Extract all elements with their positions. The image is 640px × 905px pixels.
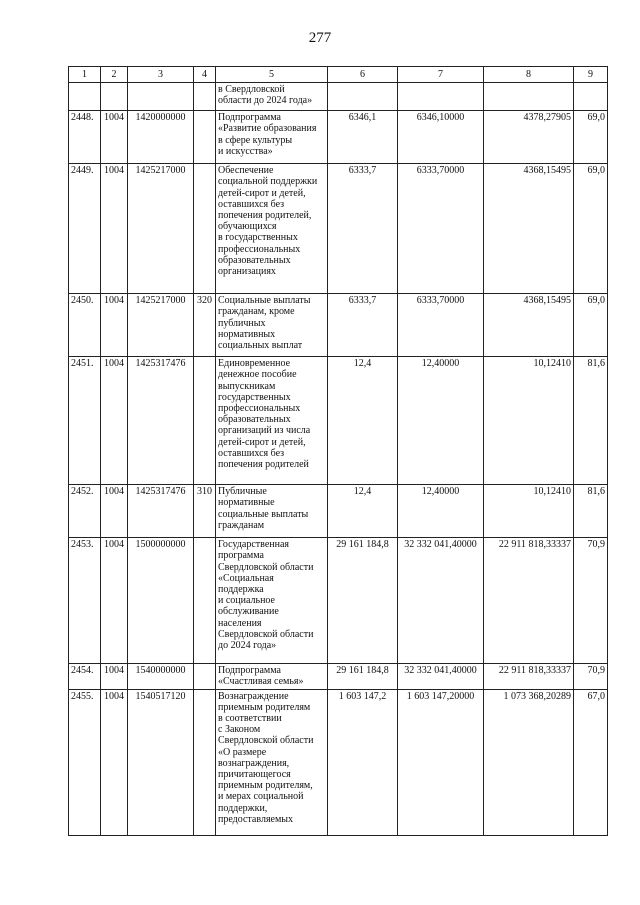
cell-col-7 xyxy=(398,689,484,835)
cell-text: 81,6 xyxy=(587,358,605,370)
cell-text: 2453. xyxy=(71,539,94,551)
cell-col-6 xyxy=(328,164,398,294)
cell-col-3 xyxy=(128,294,194,357)
column-header-3: 3 xyxy=(128,67,194,83)
cell-text: Вознаграждение приемным родителям в соответствии с Законом Свердловской области «О размере вознаграждения, причитающегося приемным родителям, и мерах социальной поддержки, предоставляемых xyxy=(218,690,314,825)
cell-text: 2449. xyxy=(71,165,94,177)
cell-text: Подпрограмма «Развитие образования в сфере культуры и искусства» xyxy=(218,112,317,157)
cell-col-2 xyxy=(101,83,128,111)
cell-text: 69,0 xyxy=(587,295,605,307)
cell-text: 1004 xyxy=(104,165,124,177)
cell-text: 6346,10000 xyxy=(416,112,465,124)
budget-table xyxy=(68,66,608,836)
cell-col-9 xyxy=(574,664,608,689)
cell-col-5 xyxy=(216,111,328,164)
cell-col-2 xyxy=(101,689,128,835)
cell-text: 6333,70000 xyxy=(416,165,465,177)
table-row xyxy=(69,538,608,664)
cell-col-6 xyxy=(328,538,398,664)
cell-col-4 xyxy=(194,538,216,664)
cell-col-2 xyxy=(101,111,128,164)
column-header-7: 7 xyxy=(398,67,484,83)
cell-text: 1004 xyxy=(104,665,124,677)
cell-col-9 xyxy=(574,111,608,164)
cell-text: 4368,15495 xyxy=(523,165,571,177)
cell-text: 6333,7 xyxy=(348,295,377,307)
cell-text: 1500000000 xyxy=(135,539,186,551)
cell-text: 6346,1 xyxy=(348,112,377,124)
column-header-8: 8 xyxy=(484,67,574,83)
cell-text: 2455. xyxy=(71,690,94,702)
cell-text: 10,12410 xyxy=(533,358,571,370)
cell-col-6 xyxy=(328,83,398,111)
cell-text: Государственная программа Свердловской области «Социальная поддержка и социальное обслуживание населения Свердловской области до 2024 года» xyxy=(218,539,314,652)
cell-col-5 xyxy=(216,689,328,835)
table-row xyxy=(69,164,608,294)
cell-col-1 xyxy=(69,111,101,164)
cell-col-2 xyxy=(101,538,128,664)
column-header-1: 1 xyxy=(69,67,101,83)
cell-col-8 xyxy=(484,164,574,294)
cell-col-4 xyxy=(194,164,216,294)
cell-col-7 xyxy=(398,357,484,485)
cell-col-4 xyxy=(194,664,216,689)
cell-col-4 xyxy=(194,294,216,357)
cell-col-8 xyxy=(484,689,574,835)
cell-text: 81,6 xyxy=(587,486,605,498)
cell-col-1 xyxy=(69,689,101,835)
cell-col-8 xyxy=(484,538,574,664)
header-row xyxy=(69,67,608,83)
cell-text: 12,40000 xyxy=(421,358,460,370)
cell-text: 1004 xyxy=(104,486,124,498)
cell-col-8 xyxy=(484,664,574,689)
cell-text: 70,9 xyxy=(587,539,605,551)
cell-col-7 xyxy=(398,111,484,164)
cell-text: Социальные выплаты гражданам, кроме публичных нормативных социальных выплат xyxy=(218,295,311,352)
table-row xyxy=(69,664,608,689)
cell-col-6 xyxy=(328,357,398,485)
column-header-2: 2 xyxy=(101,67,128,83)
cell-col-3 xyxy=(128,164,194,294)
cell-col-3 xyxy=(128,111,194,164)
cell-text: 1540517120 xyxy=(135,690,186,702)
cell-col-8 xyxy=(484,357,574,485)
cell-text: 32 332 041,40000 xyxy=(404,539,477,551)
table-row xyxy=(69,357,608,485)
cell-text: 1004 xyxy=(104,690,124,702)
cell-text: Подпрограмма «Счастливая семья» xyxy=(218,665,304,688)
cell-col-7 xyxy=(398,164,484,294)
cell-col-6 xyxy=(328,664,398,689)
cell-text: 6333,7 xyxy=(348,165,377,177)
cell-col-7 xyxy=(398,485,484,538)
cell-text: 1004 xyxy=(104,112,124,124)
cell-col-8 xyxy=(484,485,574,538)
cell-col-1 xyxy=(69,164,101,294)
cell-col-4 xyxy=(194,357,216,485)
cell-col-2 xyxy=(101,485,128,538)
cell-text: 4368,15495 xyxy=(523,295,571,307)
cell-col-3 xyxy=(128,83,194,111)
table-row xyxy=(69,83,608,111)
cell-text: 1004 xyxy=(104,358,124,370)
cell-text: 320 xyxy=(197,295,212,307)
cell-text: 22 911 818,33337 xyxy=(498,539,571,551)
cell-col-7 xyxy=(398,83,484,111)
cell-col-1 xyxy=(69,664,101,689)
cell-text: 2451. xyxy=(71,358,94,370)
cell-text: 22 911 818,33337 xyxy=(498,665,571,677)
column-header-9: 9 xyxy=(574,67,608,83)
cell-text: Обеспечение социальной поддержки детей-сирот и детей, оставшихся без попечения родителей, обучающихся в государственных профессиональных образовательных организациях xyxy=(218,165,318,278)
cell-text: 1420000000 xyxy=(135,112,186,124)
cell-text: 2454. xyxy=(71,665,94,677)
column-header-4: 4 xyxy=(194,67,216,83)
cell-col-7 xyxy=(398,294,484,357)
cell-text: 1540000000 xyxy=(135,665,186,677)
cell-text: 69,0 xyxy=(587,112,605,124)
cell-col-8 xyxy=(484,111,574,164)
cell-col-3 xyxy=(128,538,194,664)
cell-col-3 xyxy=(128,485,194,538)
cell-col-9 xyxy=(574,485,608,538)
cell-text: 310 xyxy=(197,486,212,498)
cell-text: 67,0 xyxy=(587,690,605,702)
cell-col-6 xyxy=(328,485,398,538)
cell-col-5 xyxy=(216,164,328,294)
cell-text: 69,0 xyxy=(587,165,605,177)
cell-text: 1425217000 xyxy=(135,295,186,307)
cell-col-9 xyxy=(574,357,608,485)
cell-col-1 xyxy=(69,485,101,538)
cell-text: 1425317476 xyxy=(135,358,186,370)
cell-col-6 xyxy=(328,111,398,164)
cell-col-1 xyxy=(69,538,101,664)
cell-text: 1 073 368,20289 xyxy=(503,690,571,702)
cell-text: Публичные нормативные социальные выплаты гражданам xyxy=(218,486,309,531)
cell-col-2 xyxy=(101,164,128,294)
cell-col-1 xyxy=(69,294,101,357)
cell-col-3 xyxy=(128,689,194,835)
cell-col-9 xyxy=(574,83,608,111)
cell-text: 1004 xyxy=(104,295,124,307)
cell-col-8 xyxy=(484,83,574,111)
cell-text: 10,12410 xyxy=(533,486,571,498)
cell-text: 12,4 xyxy=(353,358,372,370)
cell-text: 2448. xyxy=(71,112,94,124)
cell-text: в Свердловской области до 2024 года» xyxy=(218,84,313,107)
cell-col-1 xyxy=(69,83,101,111)
cell-col-4 xyxy=(194,485,216,538)
cell-col-9 xyxy=(574,294,608,357)
cell-col-2 xyxy=(101,664,128,689)
column-header-5: 5 xyxy=(216,67,328,83)
table-row xyxy=(69,294,608,357)
cell-text: 2452. xyxy=(71,486,94,498)
table-row xyxy=(69,689,608,835)
cell-text: Единовременное денежное пособие выпускникам государственных профессиональных образовательных организаций из числа детей-сирот и детей, оставшихся без попечения родителей xyxy=(218,358,311,471)
cell-text: 1 603 147,2 xyxy=(338,690,387,702)
cell-col-3 xyxy=(128,357,194,485)
cell-text: 29 161 184,8 xyxy=(336,665,389,677)
cell-text: 4378,27905 xyxy=(523,112,571,124)
cell-col-9 xyxy=(574,164,608,294)
cell-text: 6333,70000 xyxy=(416,295,465,307)
cell-text: 1425317476 xyxy=(135,486,186,498)
table-body xyxy=(69,83,608,835)
page-number: 277 xyxy=(308,30,332,46)
cell-col-4 xyxy=(194,689,216,835)
cell-col-2 xyxy=(101,294,128,357)
cell-col-2 xyxy=(101,357,128,485)
cell-text: 32 332 041,40000 xyxy=(404,665,477,677)
cell-col-4 xyxy=(194,83,216,111)
cell-col-9 xyxy=(574,538,608,664)
cell-text: 1 603 147,20000 xyxy=(406,690,475,702)
cell-col-5 xyxy=(216,294,328,357)
cell-col-4 xyxy=(194,111,216,164)
cell-col-8 xyxy=(484,294,574,357)
cell-col-7 xyxy=(398,664,484,689)
cell-text: 12,40000 xyxy=(421,486,460,498)
cell-col-1 xyxy=(69,357,101,485)
cell-col-5 xyxy=(216,538,328,664)
cell-col-5 xyxy=(216,485,328,538)
cell-col-6 xyxy=(328,294,398,357)
cell-col-9 xyxy=(574,689,608,835)
cell-col-5 xyxy=(216,664,328,689)
table-row xyxy=(69,111,608,164)
column-header-6: 6 xyxy=(328,67,398,83)
table-row xyxy=(69,485,608,538)
cell-text: 2450. xyxy=(71,295,94,307)
cell-col-6 xyxy=(328,689,398,835)
cell-col-5 xyxy=(216,357,328,485)
cell-text: 70,9 xyxy=(587,665,605,677)
cell-text: 12,4 xyxy=(353,486,372,498)
cell-col-7 xyxy=(398,538,484,664)
cell-col-5 xyxy=(216,83,328,111)
cell-text: 1004 xyxy=(104,539,124,551)
cell-text: 1425217000 xyxy=(135,165,186,177)
cell-col-3 xyxy=(128,664,194,689)
cell-text: 29 161 184,8 xyxy=(336,539,389,551)
